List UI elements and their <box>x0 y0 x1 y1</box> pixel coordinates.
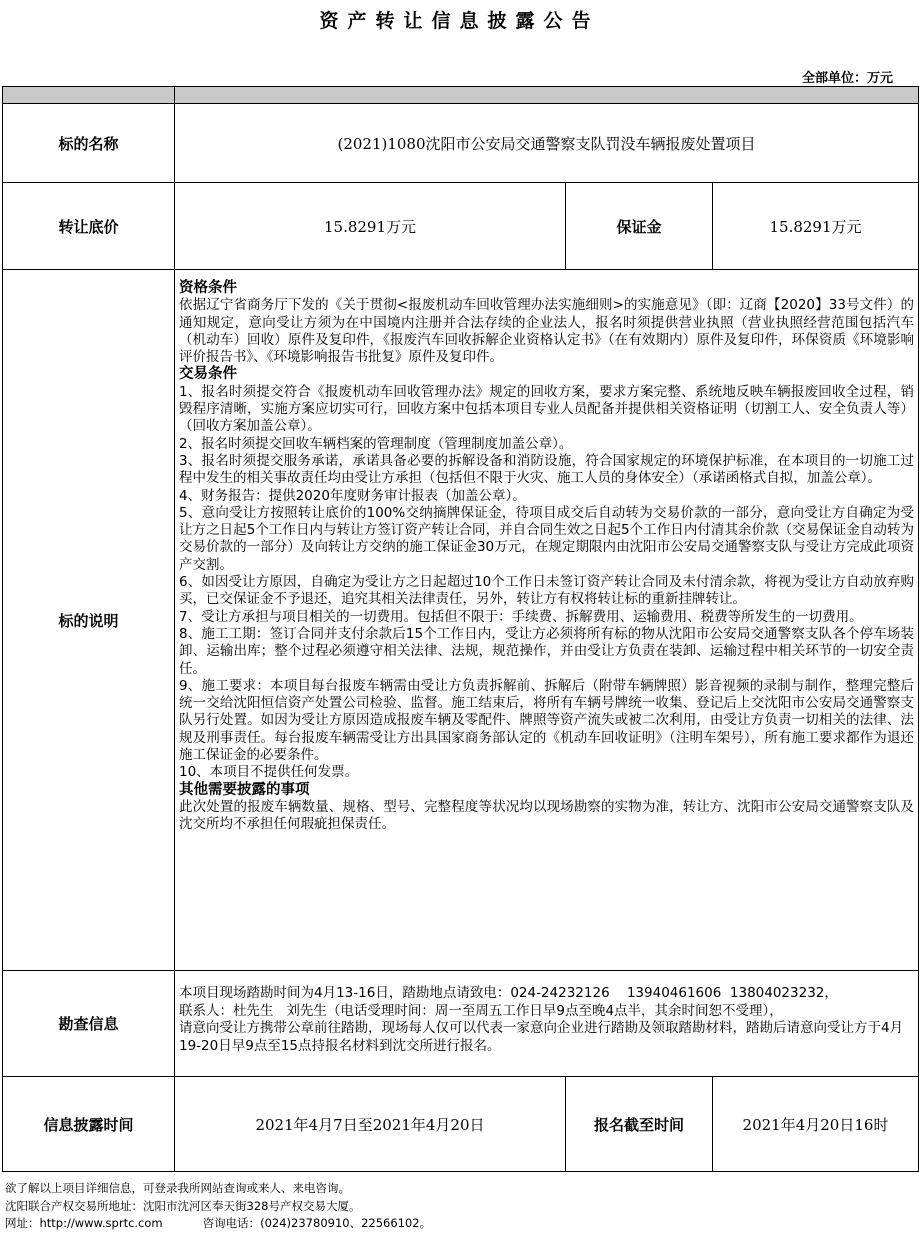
trade-heading: 交易条件 <box>179 366 237 383</box>
deadline-value: 2021年4月20日16时 <box>713 1077 919 1172</box>
row-inspection <box>3 971 919 1077</box>
inspection-label: 勘查信息 <box>3 971 175 1077</box>
trade-item: 9、施工要求：本项目每台报废车辆需由受让方负责拆解前、拆解后（附带车辆牌照）影音视频的录制与制作，整理完整后统一交给沈阳恒信资产处置公司检验、监督。施工结束后，将所有车辆号牌统一收集、登记后上交沈阳市公安局交通警察支队另行处置。如因为受让方原因造成报废车辆及零配件、牌照等资产流失或被二次利用，由受让方负责一切相关的法律、法规及刑事责任。每台报废车辆需受让方出具国家商务部认定的《机动车回收证明》（注明车架号），所有施工要求都作为退还施工保证金的必要条件。 <box>179 677 915 764</box>
trade-item: 5、意向受让方按照转让底价的100%交纳摘牌保证金，待项目成交后自动转为交易价款的一部分，意向受让方自确定为受让方之日起5个工作日内与转让方签订资产转让合同，并自合同生效之日起5个工作日内付清其余价款（交易保证金自动转为交易价款的一部分）及向转让方交纳的施工保证金30万元，在规定期限内由沈阳市公安局交通警察支队与受让方完成此项资产交割。 <box>179 504 915 573</box>
trade-item: 10、本项目不提供任何发票。 <box>179 764 359 781</box>
inspection-line: 本项目现场踏勘时间为4月13-16日，踏勘地点请致电：024-24232126 13940461606 13804023232， <box>179 985 838 1001</box>
price-value: 15.8291万元 <box>175 183 566 270</box>
footer <box>5 1180 431 1233</box>
inspection-line: 请意向受让方携带公章前往踏勘，现场每人仅可以代表一家意向企业进行踏勘及领取踏勘材料，踏勘后请意向受让方于4月19-20日早9点至15点持报名材料到沈交所进行报名。 <box>179 1020 904 1054</box>
inspection-content <box>175 971 919 1077</box>
other-text: 此次处置的报废车辆数量、规格、型号、完整程度等状况均以现场勘察的实物为准，转让方、沈阳市公安局交通警察支队及沈交所均不承担任何瑕疵担保责任。 <box>179 798 915 833</box>
disclosure-time-value: 2021年4月7日至2021年4月20日 <box>175 1077 566 1172</box>
row-description <box>3 270 919 971</box>
footer-line: 欲了解以上项目详细信息，可登录我所网站查询或来人、来电咨询。 <box>5 1181 350 1195</box>
page-title: 资产转让信息披露公告 <box>319 10 600 32</box>
price-label: 转让底价 <box>3 183 175 270</box>
row-disclosure <box>3 1077 919 1172</box>
website-link[interactable]: 网址：http://www.sprtc.com <box>5 1216 163 1230</box>
footer-contact <box>5 1215 431 1233</box>
deposit-value: 15.8291万元 <box>713 183 919 270</box>
subject-name-label: 标的名称 <box>3 104 175 183</box>
row-subject-name <box>3 104 919 183</box>
trade-item: 4、财务报告：提供2020年度财务审计报表（加盖公章）。 <box>179 487 526 504</box>
row-price <box>3 183 919 270</box>
trade-item: 7、受让方承担与项目相关的一切费用。包括但不限于：手续费、拆解费用、运输费用、税费等所发生的一切费用。 <box>179 608 863 625</box>
deposit-label: 保证金 <box>566 183 713 270</box>
inspection-line: 联系人：杜先生 刘先生（电话受理时间：周一至周五工作日早9点至晚4点半，其余时间恕不受理）， <box>179 1002 783 1019</box>
trade-item: 3、报名时须提交服务承诺，承诺具备必要的拆解设备和消防设施，符合国家规定的环境保护标准，在本项目的一切施工过程中发生的相关事故责任均由受让方承担（包括但不限于火灾、施工人员的身体安全）（承诺函格式自拟，加盖公章）。 <box>179 452 915 487</box>
footer-line: 沈阳联合产权交易所地址：沈阳市沈河区奉天街328号产权交易大厦。 <box>5 1198 361 1213</box>
header-bar <box>3 87 919 104</box>
trade-item: 1、报名时须提交符合《报废机动车回收管理办法》规定的回收方案，要求方案完整、系统地反映车辆报废回收全过程，销毁程序清晰，实施方案应切实可行，回收方案中包括本项目专业人员配备并提供相关资格证明（切割工人、安全负责人等）（回收方案加盖公章）。 <box>179 383 915 435</box>
trade-item: 8、施工工期：签订合同并支付余款后15个工作日内，受让方必须将所有标的物从沈阳市公安局交通警察支队各个停车场装卸、运输出库；整个过程必须遵守相关法律、法规，规范操作，并由受让方负责在装卸、运输过程中相关环节的一切安全责任。 <box>179 625 915 677</box>
deadline-label: 报名截至时间 <box>566 1077 713 1172</box>
trade-item: 6、如因受让方原因，自确定为受让方之日起超过10个工作日未签订资产转让合同及未付清余款，将视为受让方自动放弃购买，已交保证金不予退还，追究其相关法律责任，另外，转让方有权将转让标的重新挂牌转让。 <box>179 574 915 608</box>
unit-label: 全部单位：万元 <box>801 71 893 86</box>
description-content <box>175 270 919 971</box>
consult-phone: 咨询电话：(024)23780910、22566102。 <box>202 1216 432 1230</box>
disclosure-time-label: 信息披露时间 <box>3 1077 175 1172</box>
other-heading: 其他需要披露的事项 <box>179 781 310 798</box>
subject-name-value: (2021)1080沈阳市公安局交通警察支队罚没车辆报废处置项目 <box>175 104 919 183</box>
trade-item: 2、报名时须提交回收车辆档案的管理制度（管理制度加盖公章）。 <box>179 435 573 452</box>
disclosure-table <box>2 86 919 1172</box>
description-label: 标的说明 <box>3 270 175 971</box>
qualification-heading: 资格条件 <box>179 280 237 296</box>
qualification-text: 依据辽宁省商务厅下发的《关于贯彻<报废机动车回收管理办法实施细则>的实施意见》（即：辽商【2020】33号文件）的通知规定，意向受让方须为在中国境内注册并合法存续的企业法人，报名时须提供营业执照（营业执照经营范围包括汽车（机动车）回收）原件及复印件，《报废汽车回收拆解企业资格认定书》（在有效期内）原件及复印件，环保资质《环境影响评价报告书》、《环境影响报告书批复》原件及复印件。 <box>179 297 915 366</box>
